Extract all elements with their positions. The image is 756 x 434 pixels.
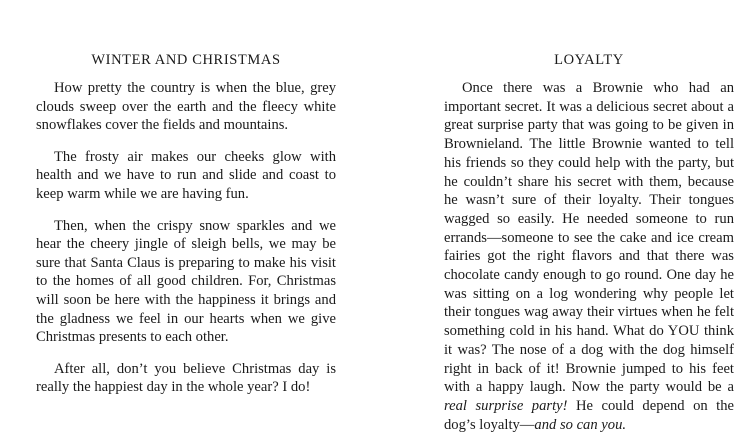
right-paragraph — [444, 79, 734, 434]
right-title: LOYALTY — [554, 52, 624, 68]
right-page — [378, 0, 756, 432]
left-paragraph-3: Then, when the crispy snow sparkles and we hear the cheery jingle of sleigh bells, we may be sure that Santa Claus is preparing to make his visit to the homes of all good children. For, Christmas will soon be here with the happiness it brings and the gladness we feel in our hearts when we give Christmas presents to each other. — [36, 217, 336, 346]
right-emphasis-1: real surprise party! — [444, 397, 568, 414]
right-text-end: He could depend on the dog’s loyalty— — [444, 397, 734, 433]
left-paragraph-4: After all, don’t you believe Christmas day is really the happiest day in the whole year? I do! — [36, 360, 336, 396]
right-text-main: Once there was a Brownie who had an important secret. It was a delicious secret about a great surprise party that was going to be given in Brownieland. The little Brownie wanted to tell his friends so they could help with the party, but he couldn’t share his secret with them, because he wasn’t sure of their loyalty. Their tongues wagged so easily. He needed someone to run errands—someone to see the cake and ice cream fairies got the right flavors and that there was chocolate candy enough to go round. One day he was sitting on a log wondering why people let their tongues wag away their virtues when he felt something cold in his hand. What do YOU think it was? The nose of a dog with the dog himself right in back of it! Brownie jumped to his feet with a happy laugh. Now the party would be a — [444, 80, 734, 396]
left-page — [0, 0, 378, 432]
right-emphasis-2: and so can you. — [534, 416, 627, 433]
left-title: WINTER AND CHRISTMAS — [91, 52, 281, 68]
left-paragraph-2: The frosty air makes our cheeks glow with health and we have to run and slide and coast to keep warm while we are having fun. — [36, 148, 336, 202]
left-paragraph-1: How pretty the country is when the blue, grey clouds sweep over the earth and the fleecy white snowflakes cover the fields and mountains. — [36, 80, 336, 134]
